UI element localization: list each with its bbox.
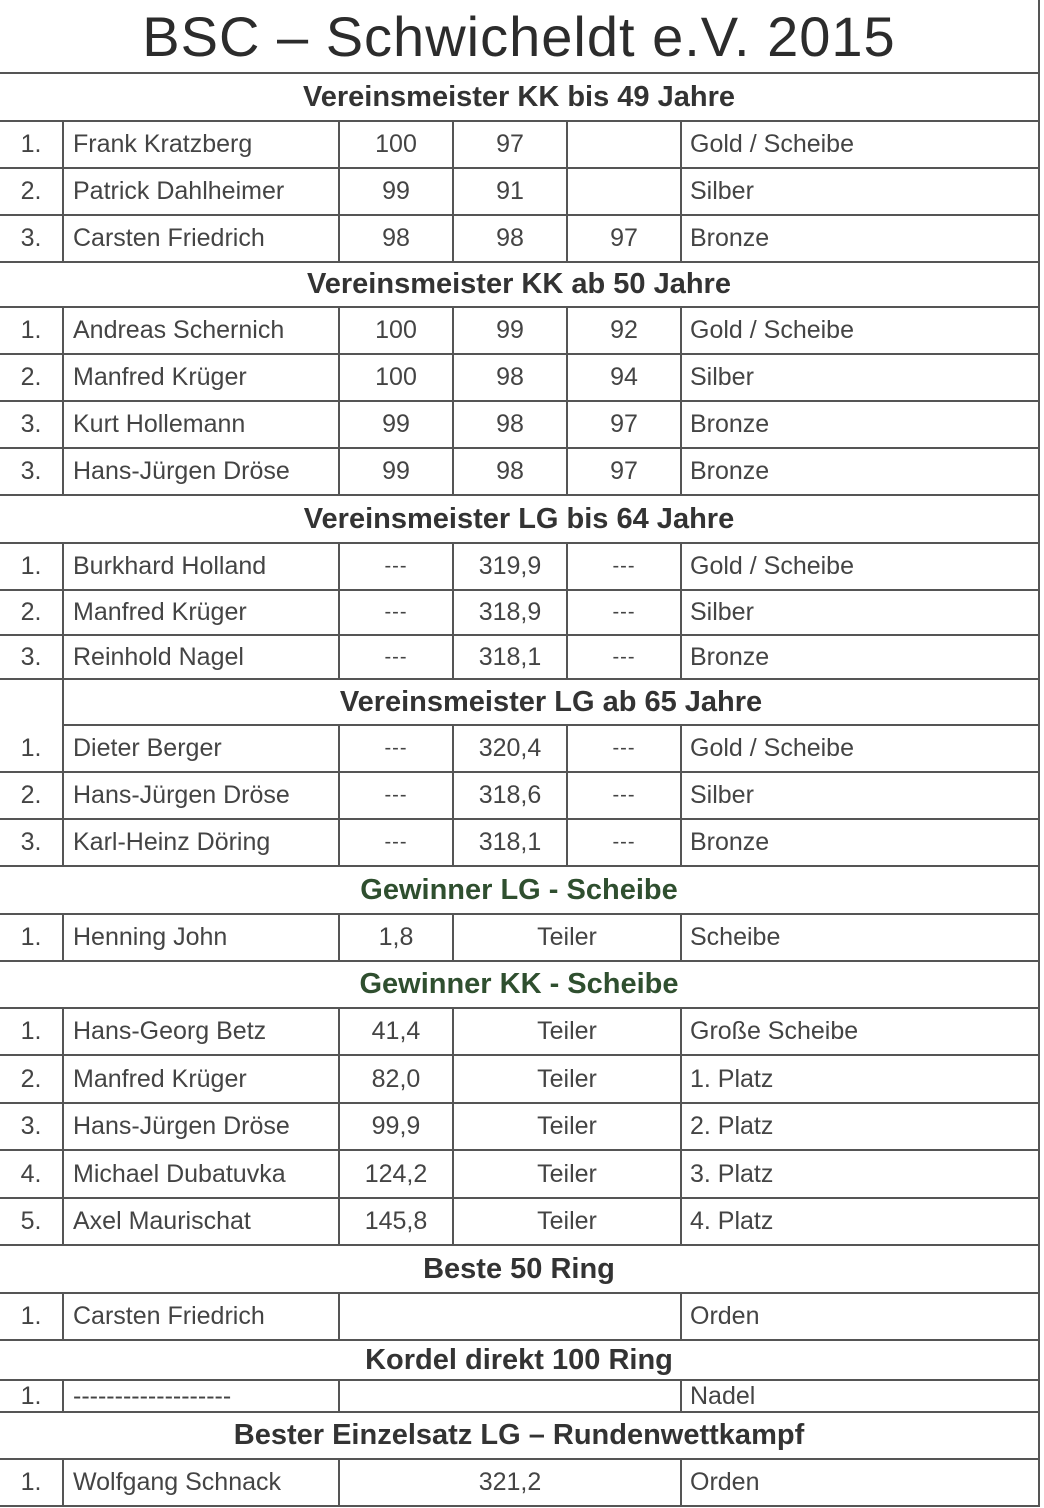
score-cell: --- [338,773,452,818]
rank-cell: 2. [20,363,42,391]
value-cell: 82,0 [338,1056,452,1102]
rank-cell: 2. [20,1064,42,1093]
name-cell: Hans-Georg Betz [62,1009,338,1054]
award-cell: Bronze [680,820,1038,865]
score-cell: 100 [338,308,452,353]
name-cell: Carsten Friedrich [62,1294,338,1339]
score-cell: --- [338,544,452,589]
award-cell: Nadel [680,1381,1038,1411]
score-cell: 91 [452,169,566,214]
score-cell: 318,9 [452,591,566,634]
name-cell: Manfred Krüger [62,1056,338,1102]
score-cell: --- [566,591,680,634]
rank-cell: 1. [20,1468,42,1496]
score-cell: --- [566,773,680,818]
rank-cell: 1. [20,316,42,344]
award-cell: 1. Platz [680,1056,1038,1102]
section-heading-beste-50-ring: Beste 50 Ring [0,1246,1040,1294]
value-cell: 99,9 [338,1104,452,1149]
name-cell: Dieter Berger [62,726,338,771]
score-cell: --- [566,726,680,771]
award-cell: Gold / Scheibe [680,726,1038,771]
name-cell: ------------------- [62,1381,338,1411]
table-row [0,1460,1040,1507]
score-cell: --- [338,636,452,678]
rank-cell: 4. [20,1159,42,1188]
award-cell: Silber [680,591,1038,634]
award-cell: Orden [680,1294,1038,1339]
section-heading-bester-einzelsatz: Bester Einzelsatz LG – Rundenwettkampf [0,1413,1040,1460]
award-cell: Bronze [680,402,1038,447]
score-cell: 319,9 [452,544,566,589]
name-cell: Manfred Krüger [62,591,338,634]
score-cell: 99 [338,402,452,447]
name-cell: Carsten Friedrich [62,216,338,261]
score-cell: 97 [566,449,680,494]
rank-cell: 1. [20,1017,42,1045]
value-cell: 41,4 [338,1009,452,1054]
unit-cell: Teiler [452,1056,680,1102]
name-cell: Karl-Heinz Döring [62,820,338,865]
section-heading-lg-bis-64: Vereinsmeister LG bis 64 Jahre [0,496,1040,544]
award-cell: 3. Platz [680,1151,1038,1197]
table-row [0,355,1040,402]
table-row [0,1056,1040,1104]
award-cell: Bronze [680,216,1038,261]
rank-cell: 3. [20,457,42,485]
rank-cell: 1. [20,130,42,158]
value-cell: 1,8 [338,915,452,960]
rank-cell: 2. [20,781,42,809]
score-cell: 97 [452,122,566,167]
score-cell: 318,1 [452,636,566,678]
score-cell: 98 [452,216,566,261]
unit-cell: Teiler [452,1104,680,1149]
score-cell: 98 [338,216,452,261]
score-cell: 318,1 [452,820,566,865]
page-title: BSC – Schwicheldt e.V. 2015 [0,0,1040,74]
table-row [0,1199,1040,1246]
table-row [0,773,1040,820]
score-cell: 99 [452,308,566,353]
score-cell: 99 [338,449,452,494]
award-cell: Silber [680,773,1038,818]
rank-cell: 5. [20,1207,42,1235]
unit-cell: Teiler [452,1199,680,1244]
name-cell: Reinhold Nagel [62,636,338,678]
score-cell: 318,6 [452,773,566,818]
name-cell: Henning John [62,915,338,960]
award-cell: Bronze [680,636,1038,678]
table-row [0,169,1040,216]
table-row [0,636,1040,680]
value-cell [338,1294,680,1339]
name-cell: Hans-Jürgen Dröse [62,1104,338,1149]
score-cell: 92 [566,308,680,353]
award-cell: Große Scheibe [680,1009,1038,1054]
award-cell: Orden [680,1460,1038,1505]
section-heading-gewinner-kk: Gewinner KK - Scheibe [0,962,1040,1009]
section-heading-kk-bis-49: Vereinsmeister KK bis 49 Jahre [0,74,1040,122]
unit-cell: Teiler [452,1009,680,1054]
table-row [0,216,1040,263]
rank-cell: 1. [20,1302,42,1330]
rank-cell: 1. [20,734,42,762]
table-row [0,820,1040,867]
score-cell: 97 [566,402,680,447]
name-cell: Patrick Dahlheimer [62,169,338,214]
score-cell: --- [566,636,680,678]
award-cell: Gold / Scheibe [680,122,1038,167]
award-cell: Gold / Scheibe [680,544,1038,589]
score-cell [566,169,680,214]
table-row [0,402,1040,449]
table-row [0,122,1040,169]
table-row [0,1104,1040,1151]
rank-cell: 2. [20,177,42,205]
score-cell: --- [566,544,680,589]
section-heading-kk-ab-50: Vereinsmeister KK ab 50 Jahre [0,263,1040,308]
name-cell: Manfred Krüger [62,355,338,400]
value-cell: 124,2 [338,1151,452,1197]
rank-cell: 3. [20,642,42,671]
rank-cell: 1. [20,552,42,580]
name-cell: Kurt Hollemann [62,402,338,447]
score-cell: 320,4 [452,726,566,771]
score-cell: 98 [452,402,566,447]
score-cell: --- [338,820,452,865]
rank-cell: 3. [20,828,42,856]
name-cell: Michael Dubatuvka [62,1151,338,1197]
section-heading-lg-ab-65: Vereinsmeister LG ab 65 Jahre [62,680,1040,726]
table-row [0,726,1040,773]
section-heading-gewinner-lg: Gewinner LG - Scheibe [0,867,1040,915]
score-cell: 98 [452,449,566,494]
award-cell: Gold / Scheibe [680,308,1038,353]
name-cell: Hans-Jürgen Dröse [62,449,338,494]
table-row [0,915,1040,962]
table-row [0,308,1040,355]
rank-cell: 3. [20,1112,42,1140]
award-cell: Bronze [680,449,1038,494]
table-row [0,1009,1040,1056]
rank-cell: 3. [20,224,42,252]
value-cell [338,1381,680,1411]
value-cell: 145,8 [338,1199,452,1244]
rank-cell: 3. [20,410,42,438]
score-cell: --- [566,820,680,865]
score-cell: 100 [338,355,452,400]
award-cell: Silber [680,355,1038,400]
table-row [0,1294,1040,1341]
award-cell: 4. Platz [680,1199,1038,1244]
award-cell: 2. Platz [680,1104,1038,1149]
table-row [0,591,1040,636]
table-row [0,449,1040,496]
name-cell: Axel Maurischat [62,1199,338,1244]
table-row [0,544,1040,591]
unit-cell: Teiler [452,915,680,960]
score-cell: 100 [338,122,452,167]
name-cell: Hans-Jürgen Dröse [62,773,338,818]
unit-cell: Teiler [452,1151,680,1197]
score-cell: 94 [566,355,680,400]
section-heading-kordel: Kordel direkt 100 Ring [0,1341,1040,1381]
score-cell: 97 [566,216,680,261]
score-cell: 98 [452,355,566,400]
score-cell: --- [338,726,452,771]
rank-cell: 1. [20,1381,42,1410]
table-row [0,1151,1040,1199]
award-cell: Scheibe [680,915,1038,960]
name-cell: Andreas Schernich [62,308,338,353]
name-cell: Burkhard Holland [62,544,338,589]
score-cell: 99 [338,169,452,214]
rank-cell: 2. [20,598,42,626]
rank-cell: 1. [20,923,42,951]
name-cell: Wolfgang Schnack [62,1460,338,1505]
table-row [0,1381,1040,1413]
value-cell: 321,2 [338,1460,680,1505]
name-cell: Frank Kratzberg [62,122,338,167]
award-cell: Silber [680,169,1038,214]
score-cell: --- [338,591,452,634]
score-cell [566,122,680,167]
